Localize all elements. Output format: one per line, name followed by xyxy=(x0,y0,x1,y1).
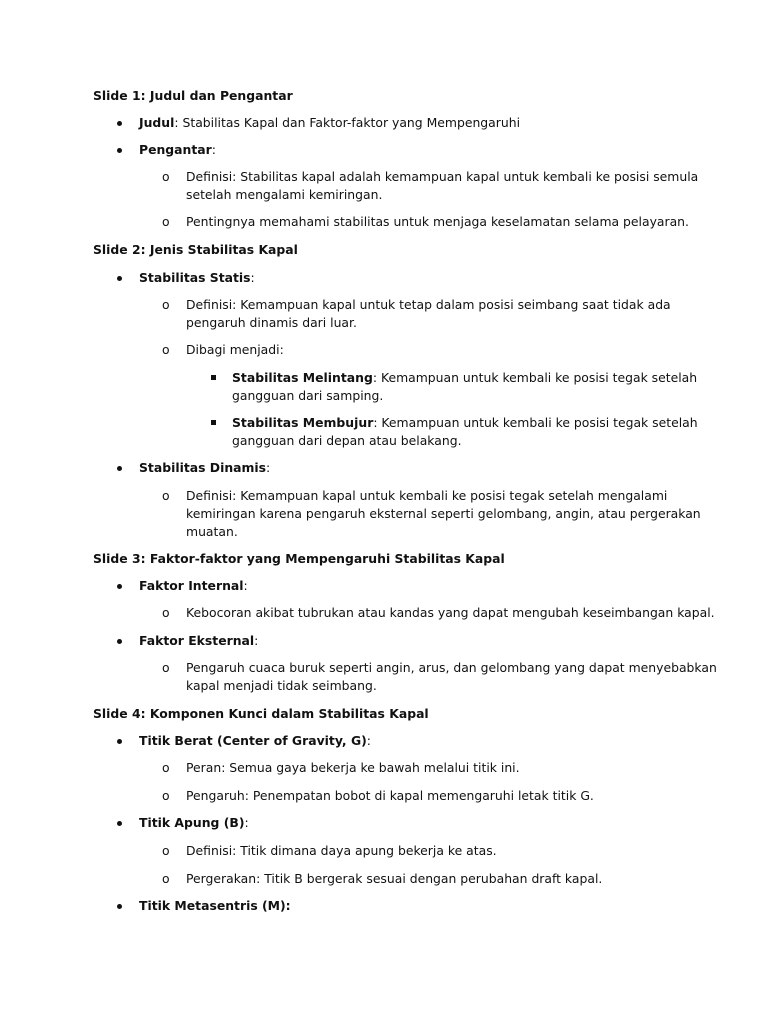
titik-apung-text: : xyxy=(244,815,249,830)
pengantar-label: Pengantar xyxy=(139,142,212,157)
eksternal-text: : xyxy=(254,633,259,648)
titik-apung-pergerakan: Pergerakan: Titik B bergerak sesuai dengan perubahan draft kapal. xyxy=(186,871,603,886)
bullet-dot xyxy=(117,584,122,589)
sub-bullet-marker: o xyxy=(162,660,170,675)
membujur-text: : Kemampuan untuk kembali ke posisi tegak setelah xyxy=(373,415,698,430)
membujur-line2: gangguan dari depan atau belakang. xyxy=(232,433,462,448)
titik-berat-item xyxy=(139,732,371,749)
bullet-dot xyxy=(117,739,122,744)
slide-4-heading: Slide 4: Komponen Kunci dalam Stabilitas Kapal xyxy=(93,706,429,721)
pengantar-item xyxy=(139,141,216,158)
sub-bullet-marker: o xyxy=(162,605,170,620)
statis-label: Stabilitas Statis xyxy=(139,270,251,285)
titik-berat-text: : xyxy=(366,733,371,748)
eksternal-pengaruh-line1: Pengaruh cuaca buruk seperti angin, arus, dan gelombang yang dapat menyebabkan xyxy=(186,660,717,675)
square-bullet xyxy=(211,420,216,425)
pengantar-text: : xyxy=(211,142,216,157)
titik-berat-pengaruh: Pengaruh: Penempatan bobot di kapal memengaruhi letak titik G. xyxy=(186,788,594,803)
pengantar-pentingnya: Pentingnya memahami stabilitas untuk menjaga keselamatan selama pelayaran. xyxy=(186,214,689,229)
membujur-line1 xyxy=(232,414,698,431)
titik-apung-item xyxy=(139,814,249,831)
bullet-dot xyxy=(117,466,122,471)
melintang-label: Stabilitas Melintang xyxy=(232,370,373,385)
dinamis-text: : xyxy=(266,460,271,475)
bullet-dot xyxy=(117,639,122,644)
melintang-line1 xyxy=(232,369,697,386)
internal-label: Faktor Internal xyxy=(139,578,244,593)
titik-apung-definisi: Definisi: Titik dimana daya apung bekerja ke atas. xyxy=(186,843,497,858)
pengantar-definisi-line1: Definisi: Stabilitas kapal adalah kemampuan kapal untuk kembali ke posisi semula xyxy=(186,169,699,184)
sub-bullet-marker: o xyxy=(162,169,170,184)
judul-text: : Stabilitas Kapal dan Faktor-faktor yang Mempengaruhi xyxy=(174,115,521,130)
judul-label: Judul xyxy=(139,115,175,130)
sub-bullet-marker: o xyxy=(162,488,170,503)
eksternal-item xyxy=(139,632,258,649)
dinamis-definisi-line2: kemiringan karena pengaruh eksternal seperti gelombang, angin, atau pergerakan xyxy=(186,506,701,521)
bullet-dot xyxy=(117,276,122,281)
dinamis-label: Stabilitas Dinamis xyxy=(139,460,267,475)
membujur-label: Stabilitas Membujur xyxy=(232,415,374,430)
internal-item xyxy=(139,577,248,594)
statis-definisi-line1: Definisi: Kemampuan kapal untuk tetap dalam posisi seimbang saat tidak ada xyxy=(186,297,671,312)
sub-bullet-marker: o xyxy=(162,214,170,229)
eksternal-label: Faktor Eksternal xyxy=(139,633,255,648)
sub-bullet-marker: o xyxy=(162,871,170,886)
bullet-dot xyxy=(117,904,122,909)
dinamis-definisi-line1: Definisi: Kemampuan kapal untuk kembali ke posisi tegak setelah mengalami xyxy=(186,488,668,503)
judul-item xyxy=(139,114,520,131)
statis-text: : xyxy=(250,270,255,285)
sub-bullet-marker: o xyxy=(162,297,170,312)
dinamis-definisi-line3: muatan. xyxy=(186,524,238,539)
bullet-dot xyxy=(117,121,122,126)
eksternal-pengaruh-line2: kapal menjadi tidak seimbang. xyxy=(186,678,377,693)
slide-2-heading: Slide 2: Jenis Stabilitas Kapal xyxy=(93,242,298,257)
melintang-line2: gangguan dari samping. xyxy=(232,388,384,403)
titik-berat-label: Titik Berat (Center of Gravity, G) xyxy=(139,733,367,748)
statis-item xyxy=(139,269,255,286)
titik-metasentris-item xyxy=(139,897,291,914)
square-bullet xyxy=(211,375,216,380)
sub-bullet-marker: o xyxy=(162,788,170,803)
slide-1-heading: Slide 1: Judul dan Pengantar xyxy=(93,88,293,103)
dinamis-item xyxy=(139,459,270,476)
dibagi-menjadi: Dibagi menjadi: xyxy=(186,342,284,357)
sub-bullet-marker: o xyxy=(162,342,170,357)
sub-bullet-marker: o xyxy=(162,760,170,775)
bullet-dot xyxy=(117,821,122,826)
melintang-text: : Kemampuan untuk kembali ke posisi tegak setelah xyxy=(372,370,698,385)
sub-bullet-marker: o xyxy=(162,843,170,858)
bullet-dot xyxy=(117,148,122,153)
slide-3-heading: Slide 3: Faktor-faktor yang Mempengaruhi Stabilitas Kapal xyxy=(93,551,505,566)
internal-kebocoran: Kebocoran akibat tubrukan atau kandas yang dapat mengubah keseimbangan kapal. xyxy=(186,605,715,620)
internal-text: : xyxy=(243,578,248,593)
titik-metasentris-label: Titik Metasentris (M) xyxy=(139,898,286,913)
titik-berat-peran: Peran: Semua gaya bekerja ke bawah melalui titik ini. xyxy=(186,760,520,775)
titik-metasentris-text: : xyxy=(285,898,291,913)
pengantar-definisi-line2: setelah mengalami kemiringan. xyxy=(186,187,383,202)
statis-definisi-line2: pengaruh dinamis dari luar. xyxy=(186,315,357,330)
titik-apung-label: Titik Apung (B) xyxy=(139,815,245,830)
